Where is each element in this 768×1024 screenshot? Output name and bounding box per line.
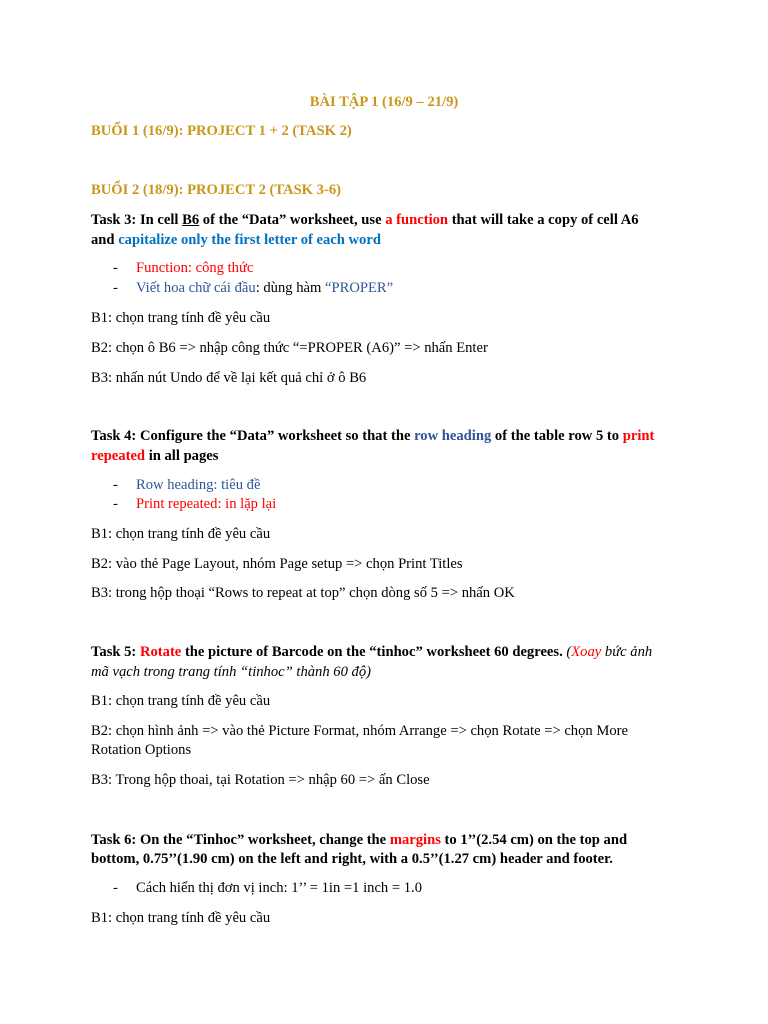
document-title: BÀI TẬP 1 (16/9 – 21/9) <box>309 94 459 110</box>
highlight-a-function: a function <box>385 212 449 228</box>
task-6-bullet-1: Cách hiển thị đơn vị inch: 1’’ = 1in =1 inch = 1.0 <box>136 880 422 896</box>
task-3-step-1: B1: chọn trang tính đề yêu cầu <box>91 310 271 326</box>
highlight-repeated: repeated <box>91 448 146 464</box>
task-3-line-2: and capitalize only the first letter of each word <box>91 232 381 248</box>
task-4-step-2: B2: vào thẻ Page Layout, nhóm Page setup => chọn Print Titles <box>91 556 463 572</box>
task-4-step-1: B1: chọn trang tính đề yêu cầu <box>91 526 271 542</box>
bullet-dash: - <box>113 260 118 276</box>
bullet-dash: - <box>113 880 118 896</box>
task-3-bullet-1: Function: công thức <box>136 260 254 276</box>
bullet-dash: - <box>113 496 118 512</box>
task-6-line-1: Task 6: On the “Tinhoc” worksheet, change the margins to 1’’(2.54 cm) on the top and <box>91 832 628 848</box>
session-2-heading: BUỔI 2 (18/9): PROJECT 2 (TASK 3-6) <box>91 182 341 198</box>
highlight-row-heading: row heading <box>414 428 492 444</box>
task-3-step-2: B2: chọn ô B6 => nhập công thức “=PROPER (A6)” => nhấn Enter <box>91 340 488 356</box>
bullet-dash: - <box>113 477 118 493</box>
task-5-step-2-line-2: Rotation Options <box>91 742 192 758</box>
task-4-bullet-1: Row heading: tiêu đề <box>136 477 261 493</box>
highlight-margins: margins <box>389 832 441 848</box>
task-4-line-1: Task 4: Configure the “Data” worksheet so that the row heading of the table row 5 to print <box>91 428 655 444</box>
task-5-step-1: B1: chọn trang tính đề yêu cầu <box>91 693 271 709</box>
highlight-capitalize: capitalize only the first letter of each word <box>118 232 381 248</box>
task-5-step-2-line-1: B2: chọn hình ảnh => vào thẻ Picture Format, nhóm Arrange => chọn Rotate => chọn More <box>91 723 628 739</box>
highlight-rotate: Rotate <box>139 644 182 660</box>
task-3-bullet-2: Viết hoa chữ cái đầu: dùng hàm “PROPER” <box>136 280 394 296</box>
highlight-print: print <box>622 428 655 444</box>
task-5-line-2: mã vạch trong trang tính “tinhoc” thành 60 độ) <box>91 664 371 680</box>
highlight-xoay: Xoay <box>571 644 602 660</box>
task-4-step-3: B3: trong hộp thoại “Rows to repeat at top” chọn dòng số 5 => nhấn OK <box>91 585 515 601</box>
task-3-step-3: B3: nhấn nút Undo để về lại kết quả chỉ ở ô B6 <box>91 370 367 386</box>
task-4-bullet-2: Print repeated: in lặp lại <box>136 496 277 512</box>
task-6-line-2: bottom, 0.75’’(1.90 cm) on the left and right, with a 0.5’’(1.27 cm) header and footer. <box>91 851 613 867</box>
session-1-heading: BUỔI 1 (16/9): PROJECT 1 + 2 (TASK 2) <box>91 123 352 139</box>
task-6-step-1: B1: chọn trang tính đề yêu cầu <box>91 910 271 926</box>
cell-ref-b6: B6 <box>182 212 200 228</box>
bullet-dash: - <box>113 280 118 296</box>
task-5-step-3: B3: Trong hộp thoai, tại Rotation => nhập 60 => ấn Close <box>91 772 430 788</box>
task-5-line-1: Task 5: Rotate the picture of Barcode on the “tinhoc” worksheet 60 degrees. (Xoay bức ảnh <box>91 644 653 660</box>
task-3-line-1: Task 3: In cell B6 of the “Data” worksheet, use a function that will take a copy of cell A6 <box>91 212 639 228</box>
task-4-line-2: repeated in all pages <box>91 448 219 464</box>
